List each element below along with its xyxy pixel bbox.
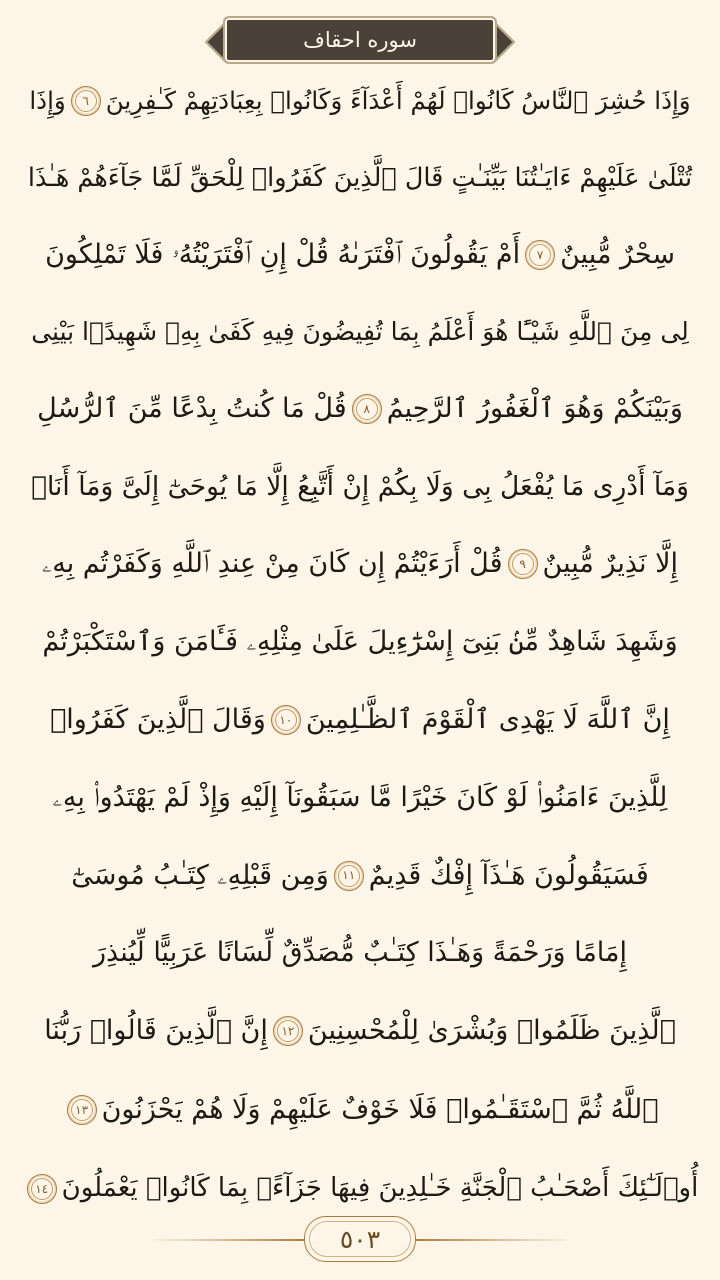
- ayah-number: ٨: [363, 401, 370, 416]
- page-number: ٥٠٣: [339, 1224, 381, 1254]
- ayah-text: سِحْرٌ مُّبِينٌ: [560, 239, 675, 271]
- ayah-text-continuation: وَمِن قَبْلِهِۦ كِتَـٰبُ مُوسَىٰٓ: [71, 859, 329, 891]
- ayah-text: وَشَهِدَ شَاهِدٌ مِّنۢ بَنِىٓ إِسْرَٰٓءِيلَ عَلَىٰ مِثْلِهِۦ فَـَٔامَنَ وَٱسْتَكْبَرْتُمْ: [42, 625, 678, 657]
- ayah-text: إِنَّ ٱللَّهَ لَا يَهْدِى ٱلْقَوْمَ ٱلظَّـٰلِمِينَ: [305, 703, 670, 735]
- ayah-line: [26, 1016, 694, 1046]
- ayah-number: ١٢: [281, 1024, 295, 1039]
- ayah-number: ٩: [519, 556, 526, 571]
- ayah-text: ٱلَّذِينَ ظَلَمُوا۟ وَبُشْرَىٰ لِلْمُحْسِنِينَ: [307, 1015, 676, 1047]
- ayah-text: ٱللَّهُ ثُمَّ ٱسْتَقَـٰمُوا۟ فَلَا خَوْفٌ عَلَيْهِمْ وَلَا هُمْ يَحْزَنُونَ: [101, 1094, 659, 1126]
- surah-header-banner[interactable]: [223, 16, 497, 64]
- ayah-text-continuation: وَقَالَ ٱلَّذِينَ كَفَرُوا۟: [50, 703, 266, 735]
- ayah-text-continuation: قُلْ مَا كُنتُ بِدْعًا مِّنَ ٱلرُّسُلِ: [37, 392, 347, 424]
- ayah-line: [26, 1173, 699, 1204]
- ayah-text: وَإِذَا حُشِرَ ٱلنَّاسُ كَانُوا۟ لَهُمْ أَعْدَآءً وَكَانُوا۟ بِعِبَادَتِهِمْ كَـٰفِرِينَ: [105, 86, 691, 116]
- ayah-number: ١١: [342, 868, 356, 883]
- ayah-number-marker[interactable]: [352, 394, 382, 424]
- ayah-number: ١٠: [279, 712, 293, 727]
- ayah-text-continuation: أَمْ يَقُولُونَ ٱفْتَرَىٰهُ قُلْ إِنِ ٱفْتَرَيْتُهُۥ فَلَا تَمْلِكُونَ: [45, 239, 521, 271]
- ayah-line: [26, 394, 694, 424]
- ayah-line: [26, 705, 694, 735]
- ayah-number: ٦: [82, 93, 89, 108]
- ayah-number: ١٤: [35, 1181, 49, 1196]
- ayah-line: [26, 1095, 694, 1125]
- ayah-number-marker[interactable]: [71, 86, 101, 116]
- footer-rule-right-icon: [413, 1239, 573, 1241]
- ayah-number-marker[interactable]: [525, 240, 555, 270]
- page-number-frame: [304, 1216, 416, 1262]
- ayah-number-marker[interactable]: [334, 861, 364, 891]
- ayah-lines: [26, 86, 699, 1204]
- ayah-number-marker[interactable]: [508, 549, 538, 579]
- ayah-line: [26, 86, 694, 116]
- ayah-text: تُتْلَىٰ عَلَيْهِمْ ءَايَـٰتُنَا بَيِّنَـٰتٍ قَالَ ٱلَّذِينَ كَفَرُوا۟ لِلْحَقِّ لَمَّا جَآءَهُمْ هَـٰذَا: [27, 162, 693, 193]
- ayah-line: [26, 549, 694, 579]
- ayah-text-continuation: إِنَّ ٱلَّذِينَ قَالُوا۟ رَبُّنَا: [44, 1015, 268, 1047]
- ayah-text: إِلَّا نَذِيرٌ مُّبِينٌ: [542, 547, 679, 579]
- ayah-line: [26, 162, 694, 193]
- ayah-line: [26, 470, 694, 502]
- surah-header-container: [0, 0, 720, 64]
- ayah-line: [26, 939, 694, 967]
- ayah-text-continuation: قُلْ أَرَءَيْتُمْ إِن كَانَ مِنْ عِندِ ٱللَّهِ وَكَفَرْتُم بِهِۦ: [41, 547, 503, 579]
- ayah-number-marker[interactable]: [271, 705, 301, 735]
- ayah-text: أُو۟لَـٰٓئِكَ أَصْحَـٰبُ ٱلْجَنَّةِ خَـٰلِدِينَ فِيهَا جَزَآءًۢ بِمَا كَانُوا۟ يَعْمَلُونَ: [61, 1173, 699, 1204]
- ayah-number: ١٣: [75, 1102, 89, 1117]
- ayah-line: [26, 781, 694, 813]
- ayah-line: [26, 625, 694, 657]
- ayah-text: فَسَيَقُولُونَ هَـٰذَآ إِفْكٌ قَدِيمٌ: [368, 859, 649, 891]
- quran-text-body: [0, 64, 720, 1204]
- page-number-badge: [301, 1216, 419, 1262]
- ayah-text: لِى مِنَ ٱللَّهِ شَيْـًٔا هُوَ أَعْلَمُ بِمَا تُفِيضُونَ فِيهِ كَفَىٰ بِهِۦ شَهِيدًۢا بَيْنِى: [31, 316, 689, 346]
- ayah-number-marker[interactable]: [67, 1095, 97, 1125]
- ayah-text-continuation: وَإِذَا: [29, 86, 66, 116]
- ayah-line: [26, 316, 694, 346]
- ayah-line: [26, 861, 694, 891]
- ayah-text: وَمَآ أَدْرِى مَا يُفْعَلُ بِى وَلَا بِكُمْ إِنْ أَتَّبِعُ إِلَّا مَا يُوحَىٰٓ إِلَىَّ وَمَآ أَنَا۠: [31, 470, 689, 502]
- footer-rule-left-icon: [147, 1239, 307, 1241]
- ayah-number-marker[interactable]: [273, 1016, 303, 1046]
- surah-title: سوره احقاف: [303, 28, 417, 52]
- ayah-number: ٧: [536, 247, 544, 262]
- ayah-text: وَبَيْنَكُمْ وَهُوَ ٱلْغَفُورُ ٱلرَّحِيمُ: [386, 392, 683, 424]
- ayah-number-marker[interactable]: [27, 1174, 57, 1204]
- ayah-text: لِلَّذِينَ ءَامَنُوا۟ لَوْ كَانَ خَيْرًا مَّا سَبَقُونَآ إِلَيْهِ وَإِذْ لَمْ يَهْتَدُوا۟ بِهِۦ: [52, 781, 668, 813]
- page-footer: [0, 1216, 720, 1262]
- ayah-text: إِمَامًا وَرَحْمَةً وَهَـٰذَا كِتَـٰبٌ مُّصَدِّقٌ لِّسَانًا عَرَبِيًّا لِّيُنذِرَ: [93, 937, 628, 969]
- ayah-line: [26, 240, 694, 270]
